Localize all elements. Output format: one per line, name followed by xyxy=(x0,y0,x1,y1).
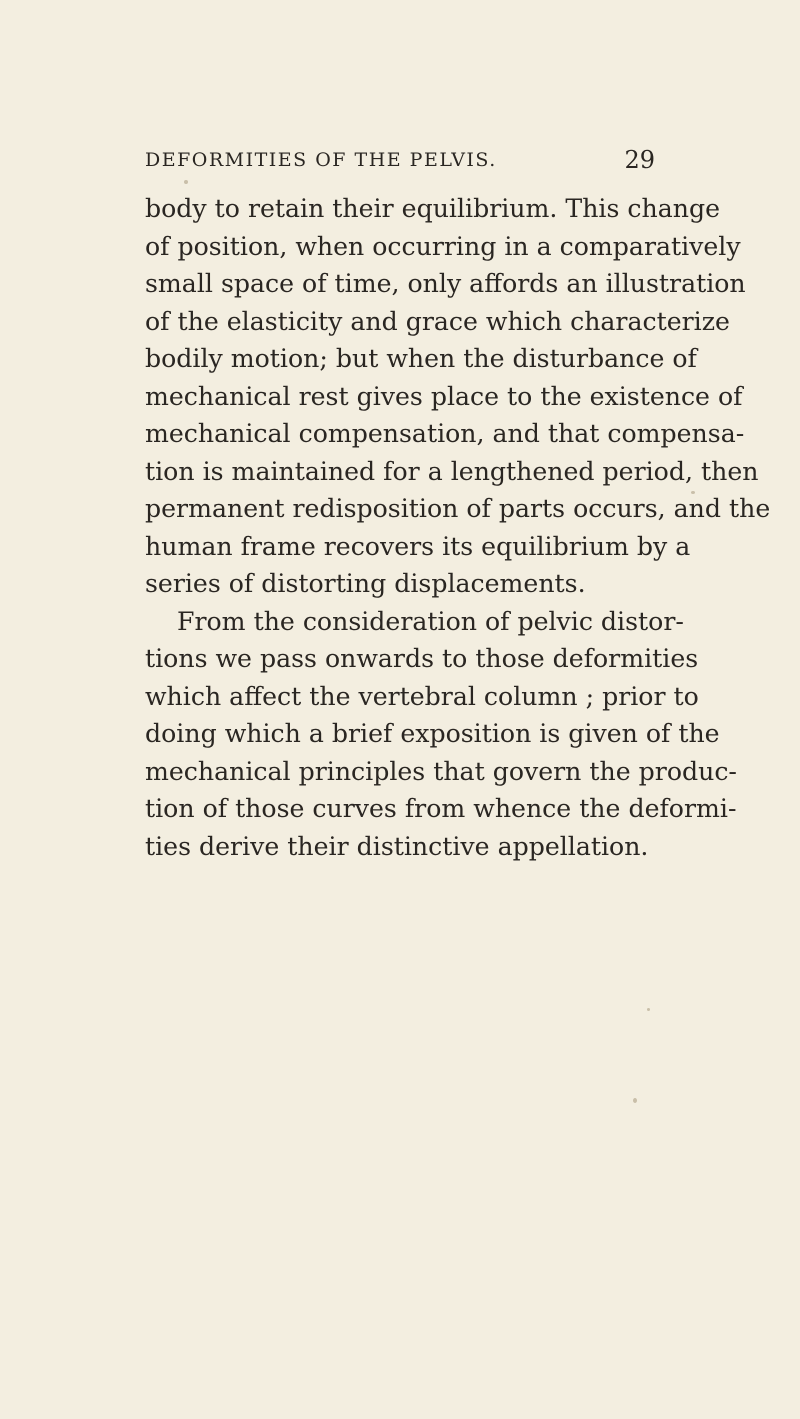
paragraph-2 xyxy=(145,603,737,866)
text-line: From the consideration of pelvic distor- xyxy=(177,606,684,636)
paragraph-1 xyxy=(145,190,771,603)
text-line: small space of time, only affords an illustration xyxy=(145,269,746,298)
text-line: tions we pass onwards to those deformities xyxy=(145,644,699,673)
paper-speck xyxy=(647,1008,650,1011)
running-head xyxy=(145,145,655,175)
paper-speck xyxy=(691,491,695,494)
paper-speck xyxy=(184,180,188,184)
text-line: of the elasticity and grace which characterize xyxy=(145,306,730,336)
text-line: ties derive their distinctive appellation. xyxy=(145,831,649,861)
text-line: tion of those curves from whence the deformi- xyxy=(145,794,737,823)
text-line: which affect the vertebral column ; prior to xyxy=(145,681,699,711)
text-line: mechanical rest gives place to the existence of xyxy=(145,381,743,411)
text-line: series of distorting displacements. xyxy=(145,569,586,598)
text-line: doing which a brief exposition is given of the xyxy=(145,719,720,748)
body-text xyxy=(145,190,771,865)
text-line: of position, when occurring in a comparatively xyxy=(145,231,741,261)
text-line: mechanical compensation, and that compensa- xyxy=(145,419,745,448)
running-title: DEFORMITIES OF THE PELVIS. xyxy=(145,149,497,171)
page-number: 29 xyxy=(624,146,655,174)
text-line: tion is maintained for a lengthened period, then xyxy=(145,456,759,486)
text-line: human frame recovers its equilibrium by a xyxy=(145,531,691,561)
paper-speck xyxy=(633,1098,637,1103)
text-line: mechanical principles that govern the produc- xyxy=(145,756,737,786)
text-line: body to retain their equilibrium. This change xyxy=(145,194,721,223)
text-line: permanent redisposition of parts occurs, and the xyxy=(145,494,771,523)
text-line: bodily motion; but when the disturbance of xyxy=(145,344,697,373)
